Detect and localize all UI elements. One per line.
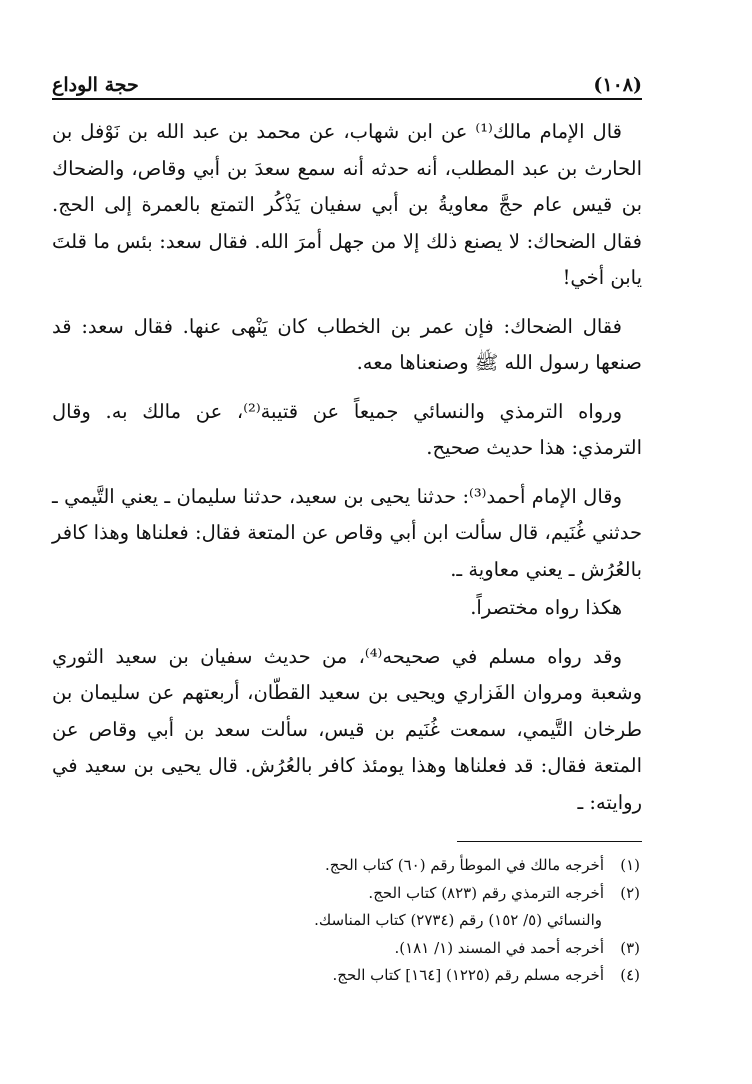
footnote-item xyxy=(52,880,642,908)
running-title: حجة الوداع xyxy=(52,74,139,96)
footnote-number: (٣) xyxy=(620,938,640,957)
footnotes xyxy=(52,852,642,990)
footnote-text: أخرجه مالك في الموطأ رقم (٦٠) كتاب الحج. xyxy=(324,856,604,874)
page-header xyxy=(52,62,642,96)
paragraph-muslim: وقد رواه مسلم في صحيحه⁽⁴⁾، من حديث سفيان بن سعيد الثوري وشعبة ومروان الفَزاري ويحيى بن سعيد القطّان، أربعتهم عن سليمان بن طرخان التَّيمي، سمعت غُنَيم بن قيس، سألت سعد بن أبي وقاص عن المتعة فقال: قد فعلناها وهذا يومئذ كافر بالعُرُش. قال يحيى بن سعيد في روايته: ـ xyxy=(52,644,642,814)
footnote-item xyxy=(52,935,642,963)
footnote-text: أخرجه أحمد في المسند (١/ ١٨١). xyxy=(394,938,604,957)
header-divider xyxy=(52,98,642,100)
footnote-continuation xyxy=(52,907,642,935)
paragraph-mukhtasar: هكذا رواه مختصراً. xyxy=(470,596,622,619)
footnote-text: أخرجه الترمذي رقم (٨٢٣) كتاب الحج. xyxy=(368,883,604,902)
footnote-divider xyxy=(457,841,642,842)
paragraph-dahhak: فقال الضحاك: فإن عمر بن الخطاب كان يَنْهى عنها. فقال سعد: قد صنعها رسول الله ﷺ وصنعناها معه. xyxy=(52,314,642,374)
footnote-item xyxy=(52,962,642,990)
paragraph-ahmad: وقال الإمام أحمد⁽³⁾: حدثنا يحيى بن سعيد، حدثنا سليمان ـ يعني التَّيمي ـ حدثني غُنَيم، قال سألت ابن أبي وقاص عن المتعة فقال: فعلناها وهذا كافر بالعُرُش ـ يعني معاوية ـ. xyxy=(52,484,642,581)
footnote-item xyxy=(52,852,642,880)
footnote-text: أخرجه مسلم رقم (١٢٢٥) [١٦٤] كتاب الحج. xyxy=(332,966,604,984)
paragraph-tirmidhi: ورواه الترمذي والنسائي جميعاً عن قتيبة⁽²⁾، عن مالك به. وقال الترمذي: هذا حديث صحيح. xyxy=(52,399,642,459)
footnote-number: (٢) xyxy=(620,883,640,902)
main-text xyxy=(52,114,642,833)
footnote-number: (٤) xyxy=(620,966,640,984)
page-number: (١٠٨) xyxy=(593,74,642,96)
footnote-number: (١) xyxy=(620,856,640,874)
footnote-text: والنسائي (٥/ ١٥٢) رقم (٢٧٣٤) كتاب المناسك. xyxy=(314,911,602,929)
book-page xyxy=(52,62,642,1042)
paragraph-malik: قال الإمام مالك⁽¹⁾ عن ابن شهاب، عن محمد بن عبد الله بن نَوْفل بن الحارث بن عبد المطلب، أنه حدثه أنه سمع سعدَ بن أبي وقاص، والضحاك بن قيس عام حجَّ معاويةُ بن أبي سفيان يَذْكُر التمتع بالعمرة إلى الحج. فقال الضحاك: لا يصنع ذلك إلا من جهل أمرَ الله. فقال سعد: بئس ما قلتَ يابن أخي! xyxy=(52,120,642,289)
